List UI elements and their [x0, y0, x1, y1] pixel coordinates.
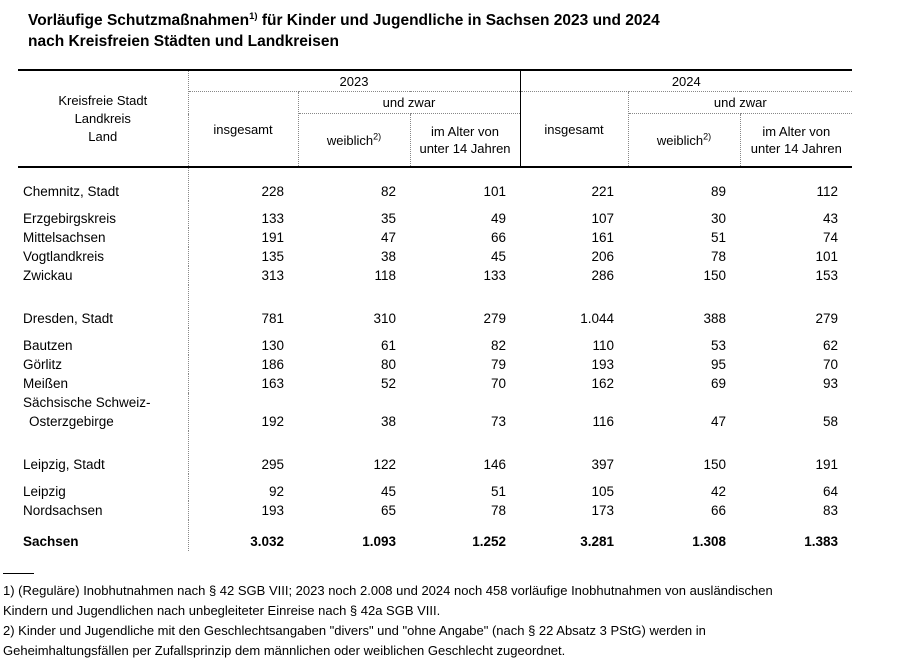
- region-name-cell: Zwickau: [18, 266, 188, 285]
- title-line-1: [28, 10, 908, 31]
- value-cell: 118: [374, 268, 396, 283]
- year-header-2024: 2024: [520, 70, 852, 92]
- region-name-cell: Bautzen: [18, 328, 188, 355]
- value-cell: 161: [591, 230, 615, 245]
- region-name-cell: Meißen: [18, 374, 188, 393]
- value-cell: 70: [823, 357, 839, 372]
- value-cell: 83: [823, 503, 839, 518]
- footnote-ref-2: 2): [703, 131, 712, 142]
- table-row: [18, 374, 852, 393]
- value-cell: 93: [823, 376, 839, 391]
- value-cell: 146: [483, 457, 507, 472]
- value-cell: 116: [592, 414, 615, 429]
- value-cell: 43: [823, 211, 839, 226]
- value-cell: 62: [823, 338, 839, 353]
- value-cell: 35: [380, 211, 396, 226]
- footnote-2-line-2: Geheimhaltungsfällen per Zufallsprinzip dem männlichen oder weiblichen Geschlecht zugeordnet.: [3, 643, 566, 658]
- value-cell: 64: [823, 484, 839, 499]
- value-cell: 49: [490, 211, 507, 226]
- weiblich-label: weiblich: [326, 132, 374, 148]
- value-cell: 78: [710, 249, 727, 264]
- value-cell: 1.044: [580, 311, 615, 326]
- value-cell: 279: [483, 311, 507, 326]
- value-cell: 107: [591, 211, 615, 226]
- value-cell: 112: [816, 184, 839, 199]
- footnote-ref-2: 2): [373, 131, 382, 142]
- footnotes-section: [3, 573, 908, 661]
- statistics-table: [18, 69, 852, 551]
- value-cell: 52: [380, 376, 396, 391]
- table-row: [18, 201, 852, 228]
- value-cell: 82: [380, 184, 396, 199]
- page-title: [28, 10, 908, 52]
- stub-header-line: Land: [88, 128, 118, 144]
- title-line-2: nach Kreisfreien Städten und Landkreisen: [28, 33, 339, 50]
- alter-label-line: im Alter von: [431, 124, 499, 139]
- value-cell: 47: [710, 414, 727, 429]
- value-cell: 78: [490, 503, 507, 518]
- table-row: [18, 355, 852, 374]
- value-cell: 193: [261, 503, 284, 518]
- alter-label-line: unter 14 Jahren: [750, 141, 842, 156]
- stub-header-line: Landkreis: [74, 110, 131, 126]
- value-cell: 69: [710, 376, 727, 391]
- value-cell: 65: [380, 503, 396, 518]
- region-name-cell: Leipzig, Stadt: [18, 431, 188, 474]
- value-cell: 1.252: [472, 534, 507, 549]
- title-text-rest: für Kinder und Jugendliche in Sachsen 2023 und 2024: [257, 12, 660, 29]
- value-cell: 133: [483, 268, 507, 283]
- value-cell: 79: [490, 357, 507, 372]
- value-cell: 51: [490, 484, 507, 499]
- value-cell: 163: [261, 376, 284, 391]
- value-cell: 397: [591, 457, 615, 472]
- value-cell: 135: [261, 249, 284, 264]
- value-cell: 92: [268, 484, 284, 499]
- value-cell: 66: [710, 503, 727, 518]
- table-body: [18, 167, 852, 551]
- footnote-separator: [3, 573, 34, 574]
- alter-label-line: unter 14 Jahren: [419, 141, 511, 156]
- value-cell: 221: [591, 184, 615, 199]
- region-name-cell: Leipzig: [18, 474, 188, 501]
- region-name-cell: Erzgebirgskreis: [18, 201, 188, 228]
- value-cell: 286: [591, 268, 615, 283]
- value-cell: 133: [261, 211, 284, 226]
- col-header-insgesamt-2024: insgesamt: [520, 92, 628, 168]
- value-cell: 61: [380, 338, 396, 353]
- total-row: [18, 520, 852, 551]
- value-cell: 162: [591, 376, 615, 391]
- year-header-2023: 2023: [188, 70, 520, 92]
- value-cell: 193: [591, 357, 615, 372]
- table-row: [18, 474, 852, 501]
- value-cell: 95: [710, 357, 727, 372]
- value-cell: 186: [261, 357, 284, 372]
- value-cell: 73: [490, 414, 507, 429]
- table-row: [18, 328, 852, 355]
- value-cell: 70: [490, 376, 507, 391]
- region-name-cell: Mittelsachsen: [18, 228, 188, 247]
- value-cell: 80: [380, 357, 396, 372]
- value-cell: 150: [703, 457, 727, 472]
- year-header-row: [18, 70, 852, 92]
- stub-header: [18, 70, 188, 167]
- table-row: [18, 247, 852, 266]
- value-cell: 206: [591, 249, 615, 264]
- weiblich-label: weiblich: [656, 132, 704, 148]
- value-cell: 30: [710, 211, 727, 226]
- col-header-undzwar-2023: und zwar: [298, 92, 520, 114]
- table-row: [18, 266, 852, 285]
- footnote-2-line-1: 2) Kinder und Jugendliche mit den Geschlechtsangaben "divers" und "ohne Angabe" (nach § 22 Absatz 3 PStG) werden in: [3, 623, 706, 638]
- table-row: [18, 431, 852, 474]
- value-cell: 66: [490, 230, 507, 245]
- value-cell: 228: [261, 184, 284, 199]
- value-cell: 101: [815, 249, 839, 264]
- value-cell: 110: [592, 338, 615, 353]
- value-cell: 47: [380, 230, 396, 245]
- value-cell: 781: [261, 311, 284, 326]
- table-row: [18, 285, 852, 328]
- stub-header-line: Kreisfreie Stadt: [58, 92, 148, 108]
- value-cell: 74: [823, 230, 839, 245]
- footnote-2: [3, 621, 908, 661]
- value-cell: 295: [261, 457, 284, 472]
- col-header-undzwar-2024: und zwar: [628, 92, 852, 114]
- table-row: [18, 228, 852, 247]
- value-cell: 310: [373, 311, 396, 326]
- title-text: Vorläufige Schutzmaßnahmen: [28, 12, 250, 29]
- region-name-cell: Sächsische Schweiz- Osterzgebirge: [18, 393, 188, 431]
- value-cell: 313: [261, 268, 284, 283]
- value-cell: 51: [710, 230, 727, 245]
- value-cell: 191: [261, 230, 284, 245]
- value-cell: 3.032: [250, 534, 284, 549]
- footnote-ref-1: 1): [249, 10, 258, 22]
- footnote-1-line-2: Kindern und Jugendlichen nach unbegleiteter Einreise nach § 42a SGB VIII.: [3, 603, 441, 618]
- value-cell: 45: [490, 249, 507, 264]
- col-header-alter-2023: [410, 114, 520, 168]
- region-name-cell: Chemnitz, Stadt: [18, 167, 188, 201]
- col-header-weiblich-2024: [628, 114, 740, 168]
- value-cell: 279: [815, 311, 839, 326]
- table-row: [18, 393, 852, 431]
- value-cell: 3.281: [580, 534, 615, 549]
- table-row: [18, 501, 852, 520]
- value-cell: 105: [591, 484, 615, 499]
- value-cell: 38: [380, 249, 396, 264]
- value-cell: 42: [710, 484, 727, 499]
- col-header-insgesamt-2023: insgesamt: [188, 92, 298, 168]
- value-cell: 1.308: [692, 534, 727, 549]
- alter-label-line: im Alter von: [762, 124, 831, 139]
- region-name-cell: Sachsen: [18, 520, 188, 551]
- region-name-cell: Nordsachsen: [18, 501, 188, 520]
- value-cell: 192: [261, 414, 284, 429]
- value-cell: 388: [703, 311, 727, 326]
- value-cell: 89: [710, 184, 727, 199]
- value-cell: 173: [591, 503, 615, 518]
- value-cell: 45: [380, 484, 396, 499]
- col-header-weiblich-2023: [298, 114, 410, 168]
- value-cell: 122: [373, 457, 396, 472]
- region-name-cell: Vogtlandkreis: [18, 247, 188, 266]
- value-cell: 53: [710, 338, 727, 353]
- value-cell: 101: [483, 184, 507, 199]
- value-cell: 58: [823, 414, 839, 429]
- value-cell: 150: [703, 268, 727, 283]
- value-cell: 38: [380, 414, 396, 429]
- value-cell: 130: [261, 338, 284, 353]
- table-row: [18, 167, 852, 201]
- region-name-cell: Görlitz: [18, 355, 188, 374]
- value-cell: 191: [815, 457, 839, 472]
- value-cell: 1.383: [804, 534, 839, 549]
- value-cell: 82: [490, 338, 507, 353]
- col-header-alter-2024: [740, 114, 852, 168]
- value-cell: 1.093: [362, 534, 396, 549]
- footnote-1-line-1: 1) (Reguläre) Inobhutnahmen nach § 42 SGB VIII; 2023 noch 2.008 und 2024 noch 458 vorläufige Inobhutnahmen von ausländischen: [3, 583, 773, 598]
- value-cell: 153: [815, 268, 839, 283]
- region-name-cell: Dresden, Stadt: [18, 285, 188, 328]
- footnote-1: [3, 581, 908, 621]
